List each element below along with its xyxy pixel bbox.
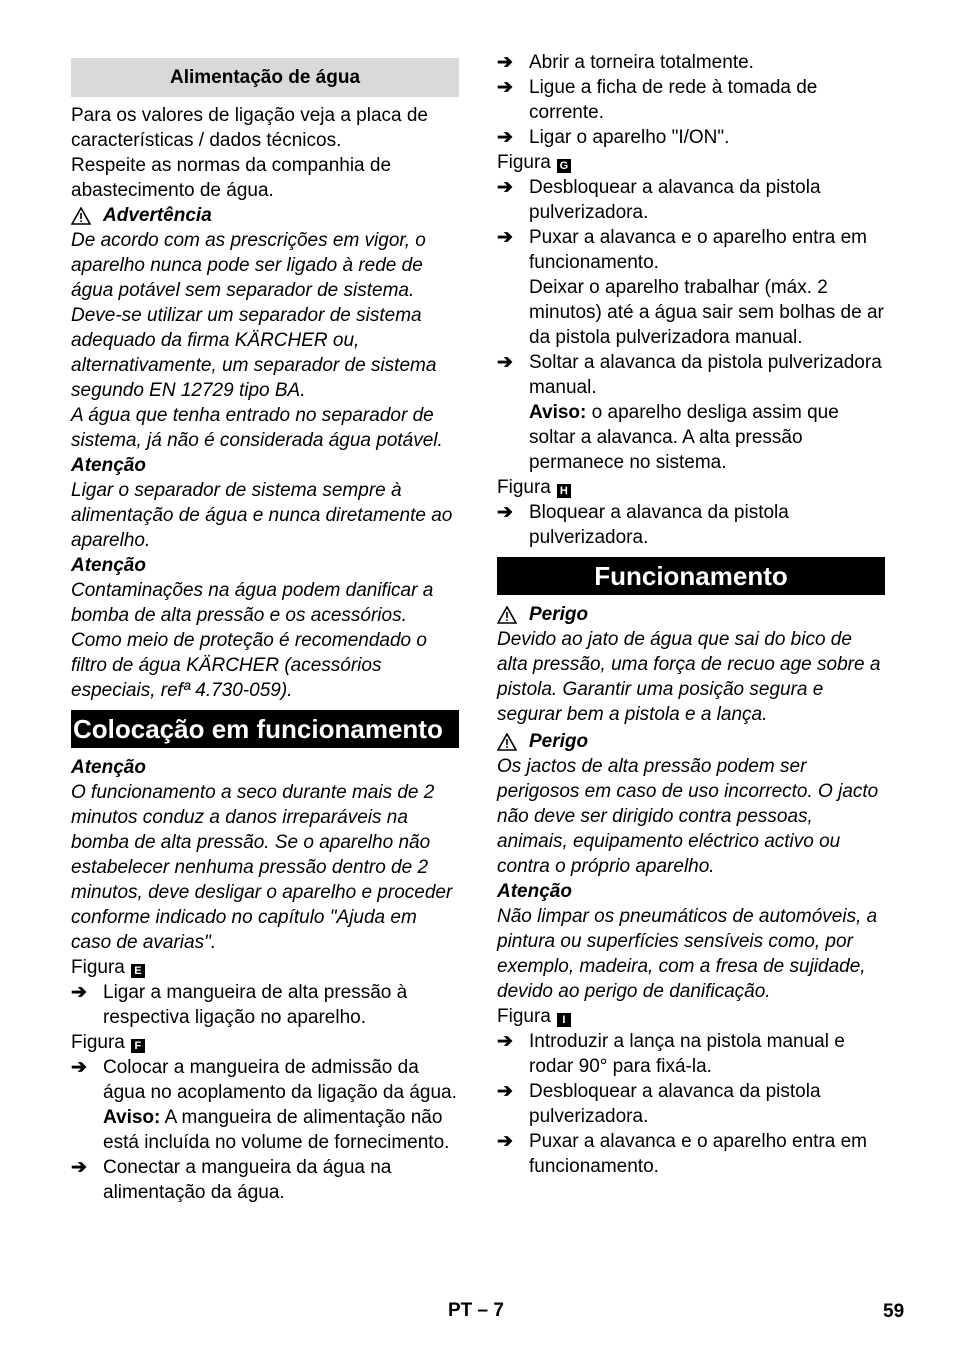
footer-page-label: PT – 7 xyxy=(448,1300,504,1321)
arrow-right-icon: ➔ xyxy=(497,77,513,98)
section-heading-operation: Funcionamento xyxy=(497,557,885,595)
arrow-right-icon: ➔ xyxy=(71,1057,87,1078)
danger-label-2: Perigo xyxy=(529,731,589,752)
danger-text-1: Devido ao jato de água que sai do bico de alta pressão, uma força de recuo age sobre a pistola. Garantir uma posição segura e segurar bem a pistola e a lança. xyxy=(497,629,881,725)
figure-ref-f: Figura F xyxy=(71,1030,459,1055)
arrow-right-icon: ➔ xyxy=(71,982,87,1003)
attention-text-2: Contaminações na água podem danificar a bomba de alta pressão e os acessórios. Como meio de proteção é recomendado o filtro de água KÄRCHER (acessórios especiais, refª 4.730-059). xyxy=(71,580,434,701)
figure-ref-g: Figura G xyxy=(497,150,885,175)
step-i2: ➔ Desbloquear a alavanca da pistola pulverizadora. xyxy=(497,1081,821,1127)
arrow-right-icon: ➔ xyxy=(497,352,513,373)
step-h1: ➔ Bloquear a alavanca da pistola pulverizadora. xyxy=(497,502,789,548)
figure-i-box: I xyxy=(557,1013,571,1027)
attention-text-r: Não limpar os pneumáticos de automóveis, a pintura ou superfícies sensíveis como, por exemplo, madeira, com a fresa de sujidade, devido ao perigo de danificação. xyxy=(497,906,878,1002)
danger-text-2: Os jactos de alta pressão podem ser perigosos em caso de uso incorrecto. O jacto não deve ser dirigido contra pessoas, animais, equipamento eléctrico activo ou contra o próprio aparelho. xyxy=(497,756,879,877)
danger-heading-1 xyxy=(497,602,885,627)
step-r3: ➔ Ligar o aparelho "I/ON". xyxy=(497,127,730,148)
step-r1: ➔ Abrir a torneira totalmente. xyxy=(497,52,754,73)
section-heading-start-up: Colocação em funcionamento xyxy=(71,710,459,748)
figure-ref-e: Figura E xyxy=(71,955,459,980)
arrow-right-icon: ➔ xyxy=(497,52,513,73)
attention-label-3: Atenção xyxy=(71,757,146,778)
step-f2: ➔ Conectar a mangueira da água na alimentação da água. xyxy=(71,1157,392,1203)
figure-g-box: G xyxy=(557,159,571,173)
step-g2: ➔ Puxar a alavanca e o aparelho entra em funcionamento. Deixar o aparelho trabalhar (máx. 2 minutos) até a água sair sem bolhas de ar da pistola pulverizadora manual. xyxy=(497,227,884,348)
figure-ref-i: Figura I xyxy=(497,1004,885,1029)
figure-h-box: H xyxy=(557,484,571,498)
danger-heading-2 xyxy=(497,729,885,754)
water-paragraph-2: Respeite as normas da companhia de abastecimento de água. xyxy=(71,155,392,201)
step-e1: ➔ Ligar a mangueira de alta pressão à respectiva ligação no aparelho. xyxy=(71,982,408,1028)
warning-label: Advertência xyxy=(103,205,212,226)
danger-label-1: Perigo xyxy=(529,604,589,625)
footer-page-number: 59 xyxy=(883,1301,905,1322)
step-g1: ➔ Desbloquear a alavanca da pistola pulverizadora. xyxy=(497,177,821,223)
figure-ref-h: Figura H xyxy=(497,475,885,500)
right-column xyxy=(497,50,885,1179)
arrow-right-icon: ➔ xyxy=(497,1081,513,1102)
arrow-right-icon: ➔ xyxy=(497,502,513,523)
attention-label-1: Atenção xyxy=(71,455,146,476)
water-supply-heading: Alimentação de água xyxy=(71,58,459,97)
warning-heading xyxy=(71,203,459,228)
step-i1: ➔ Introduzir a lança na pistola manual e rodar 90° para fixá-la. xyxy=(497,1031,845,1077)
figure-f-box: F xyxy=(131,1039,145,1053)
warning-triangle-icon xyxy=(497,733,519,751)
warning-text-2: A água que tenha entrado no separador de sistema, já não é considerada água potável. xyxy=(71,405,443,451)
left-column xyxy=(71,50,459,1205)
step-f1: ➔ Colocar a mangueira de admissão da água no acoplamento da ligação da água. Aviso: A mangueira de alimentação não está incluída no volume de fornecimento. xyxy=(71,1057,457,1153)
attention-text-3: O funcionamento a seco durante mais de 2 minutos conduz a danos irreparáveis na bomba de alta pressão. Se o aparelho não estabelecer nenhuma pressão dentro de 2 minutos, deve desligar o aparelho e proceder conforme indicado no capítulo "Ajuda em caso de avarias". xyxy=(71,782,453,953)
attention-label-r: Atenção xyxy=(497,881,572,902)
warning-triangle-icon xyxy=(497,606,519,624)
arrow-right-icon: ➔ xyxy=(497,177,513,198)
figure-e-box: E xyxy=(131,964,145,978)
arrow-right-icon: ➔ xyxy=(497,127,513,148)
arrow-right-icon: ➔ xyxy=(497,227,513,248)
arrow-right-icon: ➔ xyxy=(497,1131,513,1152)
step-i3: ➔ Puxar a alavanca e o aparelho entra em funcionamento. xyxy=(497,1131,867,1177)
warning-triangle-icon xyxy=(71,207,93,225)
water-paragraph-1: Para os valores de ligação veja a placa de características / dados técnicos. xyxy=(71,105,429,151)
arrow-right-icon: ➔ xyxy=(71,1157,87,1178)
step-r2: ➔ Ligue a ficha de rede à tomada de corrente. xyxy=(497,77,818,123)
attention-text-1: Ligar o separador de sistema sempre à alimentação de água e nunca diretamente ao aparelho. xyxy=(71,480,453,551)
warning-text: De acordo com as prescrições em vigor, o aparelho nunca pode ser ligado à rede de água potável sem separador de sistema. Deve-se utilizar um separador de sistema adequado da firma KÄRCHER ou, alternativamente, um separador de sistema segundo EN 12729 tipo BA. xyxy=(71,230,437,401)
attention-label-2: Atenção xyxy=(71,555,146,576)
step-g3: ➔ Soltar a alavanca da pistola pulverizadora manual. Aviso: o aparelho desliga assim que soltar a alavanca. A alta pressão permanece no sistema. xyxy=(497,352,882,473)
arrow-right-icon: ➔ xyxy=(497,1031,513,1052)
